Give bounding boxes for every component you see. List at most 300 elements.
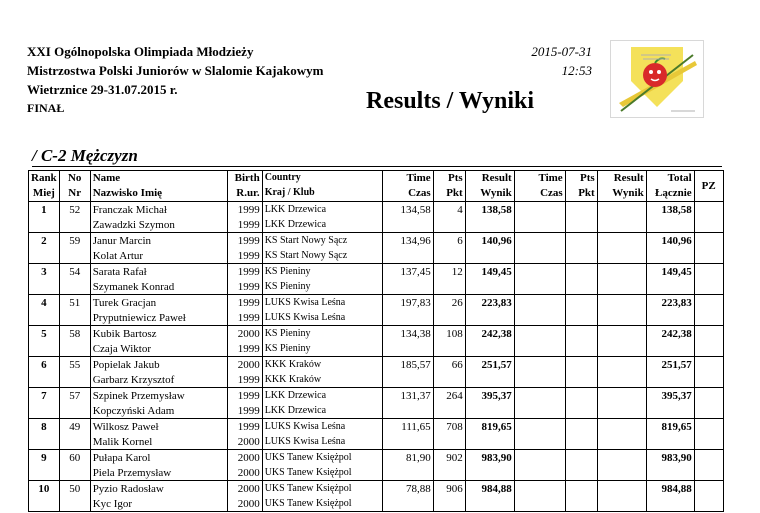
pz-cell <box>694 248 723 264</box>
penalty-points-cell <box>433 496 465 512</box>
time-cell <box>382 341 433 357</box>
birth-year-cell: 1999 <box>227 341 262 357</box>
col-time1-header: Time <box>382 171 433 187</box>
athlete-name-cell: Turek Gracjan <box>90 295 227 311</box>
total-cell <box>646 248 694 264</box>
club-cell: KS Pieniny <box>262 264 382 280</box>
time2-cell <box>514 403 565 419</box>
penalty-points-cell: 902 <box>433 450 465 466</box>
page-title: Results / Wyniki <box>366 88 535 114</box>
pz-cell <box>694 279 723 295</box>
bib-number-cell <box>59 403 90 419</box>
pts2-cell <box>565 403 597 419</box>
penalty-points-cell: 26 <box>433 295 465 311</box>
birth-year-cell: 2000 <box>227 434 262 450</box>
round-label: FINAŁ <box>27 101 65 115</box>
table-row <box>29 233 724 249</box>
col-res1-header: Result <box>465 171 514 187</box>
athlete-name-cell: Zawadzki Szymon <box>90 217 227 233</box>
total-cell <box>646 434 694 450</box>
time2-cell <box>514 326 565 342</box>
birth-year-cell: 1999 <box>227 403 262 419</box>
result2-cell <box>597 357 646 373</box>
pts2-cell <box>565 419 597 435</box>
table-row <box>29 403 724 419</box>
bib-number-cell <box>59 496 90 512</box>
time2-cell <box>514 465 565 481</box>
col-time1-subheader: Czas <box>382 186 433 202</box>
col-name-subheader: Nazwisko Imię <box>90 186 227 202</box>
time2-cell <box>514 279 565 295</box>
birth-year-cell: 2000 <box>227 481 262 497</box>
time-cell: 81,90 <box>382 450 433 466</box>
table-row <box>29 465 724 481</box>
table-row <box>29 279 724 295</box>
table-row <box>29 419 724 435</box>
penalty-points-cell <box>433 372 465 388</box>
rank-cell: 3 <box>29 264 60 280</box>
time2-cell <box>514 496 565 512</box>
result-cell: 819,65 <box>465 419 514 435</box>
pts2-cell <box>565 233 597 249</box>
time2-cell <box>514 341 565 357</box>
bib-number-cell: 49 <box>59 419 90 435</box>
club-cell: LKK Drzewica <box>262 202 382 218</box>
club-cell: UKS Tanew Księżpol <box>262 450 382 466</box>
col-name-header: Name <box>90 171 227 187</box>
col-pz-header: PZ <box>694 171 723 202</box>
category-title: / C-2 Mężczyzn <box>32 146 138 165</box>
pz-cell <box>694 434 723 450</box>
birth-year-cell: 2000 <box>227 357 262 373</box>
table-row <box>29 450 724 466</box>
result-cell <box>465 434 514 450</box>
result2-cell <box>597 496 646 512</box>
col-rank-header: Rank <box>29 171 60 187</box>
pz-cell <box>694 310 723 326</box>
club-cell: UKS Tanew Księżpol <box>262 465 382 481</box>
club-cell: LUKS Kwisa Leśna <box>262 295 382 311</box>
bib-number-cell: 51 <box>59 295 90 311</box>
bib-number-cell: 57 <box>59 388 90 404</box>
rank-cell <box>29 372 60 388</box>
pz-cell <box>694 372 723 388</box>
result-cell <box>465 217 514 233</box>
rank-cell: 1 <box>29 202 60 218</box>
table-row <box>29 310 724 326</box>
rank-cell <box>29 434 60 450</box>
bib-number-cell: 50 <box>59 481 90 497</box>
time-cell: 185,57 <box>382 357 433 373</box>
rank-cell <box>29 496 60 512</box>
bib-number-cell: 59 <box>59 233 90 249</box>
club-cell: KS Pieniny <box>262 326 382 342</box>
bib-number-cell: 60 <box>59 450 90 466</box>
result-cell: 138,58 <box>465 202 514 218</box>
col-pts2-header: Pts <box>565 171 597 187</box>
total-cell <box>646 496 694 512</box>
total-cell <box>646 465 694 481</box>
pts2-cell <box>565 357 597 373</box>
pz-cell <box>694 295 723 311</box>
result2-cell <box>597 434 646 450</box>
total-cell: 138,58 <box>646 202 694 218</box>
athlete-name-cell: Czaja Wiktor <box>90 341 227 357</box>
result2-cell <box>597 372 646 388</box>
club-cell: LKK Drzewica <box>262 217 382 233</box>
birth-year-cell: 1999 <box>227 248 262 264</box>
table-row <box>29 326 724 342</box>
penalty-points-cell <box>433 248 465 264</box>
rank-cell: 5 <box>29 326 60 342</box>
athlete-name-cell: Franczak Michał <box>90 202 227 218</box>
result2-cell <box>597 217 646 233</box>
time-cell <box>382 217 433 233</box>
pts2-cell <box>565 372 597 388</box>
athlete-name-cell: Szpinek Przemysław <box>90 388 227 404</box>
club-cell: KS Pieniny <box>262 341 382 357</box>
time-cell: 78,88 <box>382 481 433 497</box>
rank-cell <box>29 403 60 419</box>
result2-cell <box>597 450 646 466</box>
result2-cell <box>597 295 646 311</box>
col-birth-header: Birth <box>227 171 262 187</box>
athlete-name-cell: Garbarz Krzysztof <box>90 372 227 388</box>
bib-number-cell: 58 <box>59 326 90 342</box>
table-row <box>29 217 724 233</box>
result2-cell <box>597 388 646 404</box>
total-cell: 984,88 <box>646 481 694 497</box>
athlete-name-cell: Pyzio Radosław <box>90 481 227 497</box>
result2-cell <box>597 248 646 264</box>
bib-number-cell: 55 <box>59 357 90 373</box>
result-cell: 983,90 <box>465 450 514 466</box>
birth-year-cell: 1999 <box>227 202 262 218</box>
time-cell <box>382 465 433 481</box>
bib-number-cell <box>59 341 90 357</box>
penalty-points-cell <box>433 341 465 357</box>
penalty-points-cell: 264 <box>433 388 465 404</box>
total-cell: 251,57 <box>646 357 694 373</box>
col-rank-subheader: Miej <box>29 186 60 202</box>
club-cell: LUKS Kwisa Leśna <box>262 434 382 450</box>
result-cell: 984,88 <box>465 481 514 497</box>
athlete-name-cell: Popielak Jakub <box>90 357 227 373</box>
result2-cell <box>597 233 646 249</box>
club-cell: KKK Kraków <box>262 357 382 373</box>
birth-year-cell: 1999 <box>227 310 262 326</box>
time2-cell <box>514 310 565 326</box>
birth-year-cell: 1999 <box>227 388 262 404</box>
penalty-points-cell: 4 <box>433 202 465 218</box>
table-header-row <box>29 186 724 202</box>
club-cell: LUKS Kwisa Leśna <box>262 419 382 435</box>
championship-name: Mistrzostwa Polski Juniorów w Slalomie Kajakowym <box>27 63 324 78</box>
result-cell: 251,57 <box>465 357 514 373</box>
total-cell <box>646 279 694 295</box>
time2-cell <box>514 264 565 280</box>
time2-cell <box>514 357 565 373</box>
time2-cell <box>514 481 565 497</box>
time-cell: 131,37 <box>382 388 433 404</box>
table-row <box>29 248 724 264</box>
total-cell: 223,83 <box>646 295 694 311</box>
pz-cell <box>694 202 723 218</box>
time-cell: 137,45 <box>382 264 433 280</box>
time2-cell <box>514 372 565 388</box>
time2-cell <box>514 233 565 249</box>
rank-cell <box>29 465 60 481</box>
col-pts2-subheader: Pkt <box>565 186 597 202</box>
pts2-cell <box>565 341 597 357</box>
col-total-subheader: Łącznie <box>646 186 694 202</box>
total-cell <box>646 341 694 357</box>
result-cell: 140,96 <box>465 233 514 249</box>
table-row <box>29 202 724 218</box>
pts2-cell <box>565 481 597 497</box>
athlete-name-cell: Kopczyński Adam <box>90 403 227 419</box>
time2-cell <box>514 217 565 233</box>
pz-cell <box>694 481 723 497</box>
table-row <box>29 341 724 357</box>
pz-cell <box>694 357 723 373</box>
pts2-cell <box>565 202 597 218</box>
pz-cell <box>694 419 723 435</box>
penalty-points-cell <box>433 403 465 419</box>
col-time2-header: Time <box>514 171 565 187</box>
pts2-cell <box>565 248 597 264</box>
pz-cell <box>694 403 723 419</box>
total-cell: 983,90 <box>646 450 694 466</box>
pts2-cell <box>565 217 597 233</box>
result-cell <box>465 279 514 295</box>
time2-cell <box>514 450 565 466</box>
pts2-cell <box>565 496 597 512</box>
result2-cell <box>597 264 646 280</box>
rank-cell <box>29 248 60 264</box>
bib-number-cell <box>59 465 90 481</box>
table-row <box>29 481 724 497</box>
club-cell: KKK Kraków <box>262 372 382 388</box>
rank-cell <box>29 279 60 295</box>
birth-year-cell: 1999 <box>227 233 262 249</box>
bib-number-cell <box>59 279 90 295</box>
pts2-cell <box>565 279 597 295</box>
time-cell: 134,38 <box>382 326 433 342</box>
time-cell: 134,96 <box>382 233 433 249</box>
birth-year-cell: 1999 <box>227 217 262 233</box>
rank-cell: 6 <box>29 357 60 373</box>
penalty-points-cell <box>433 279 465 295</box>
pts2-cell <box>565 434 597 450</box>
table-row <box>29 372 724 388</box>
pz-cell <box>694 233 723 249</box>
kayak-olympiad-logo-icon <box>610 40 704 118</box>
pts2-cell <box>565 450 597 466</box>
col-club-header: Country <box>262 171 382 187</box>
time-cell <box>382 248 433 264</box>
total-cell: 819,65 <box>646 419 694 435</box>
penalty-points-cell: 708 <box>433 419 465 435</box>
club-cell: UKS Tanew Księżpol <box>262 496 382 512</box>
time-cell <box>382 496 433 512</box>
penalty-points-cell: 6 <box>433 233 465 249</box>
penalty-points-cell: 66 <box>433 357 465 373</box>
pz-cell <box>694 465 723 481</box>
athlete-name-cell: Sarata Rafał <box>90 264 227 280</box>
pts2-cell <box>565 264 597 280</box>
pts2-cell <box>565 465 597 481</box>
birth-year-cell: 2000 <box>227 450 262 466</box>
athlete-name-cell: Wilkosz Paweł <box>90 419 227 435</box>
time2-cell <box>514 248 565 264</box>
time-cell <box>382 279 433 295</box>
athlete-name-cell: Kolat Artur <box>90 248 227 264</box>
result2-cell <box>597 326 646 342</box>
athlete-name-cell: Kyc Igor <box>90 496 227 512</box>
time-cell <box>382 310 433 326</box>
club-cell: KS Start Nowy Sącz <box>262 233 382 249</box>
col-nr-header: No <box>59 171 90 187</box>
divider <box>32 166 722 167</box>
table-row <box>29 264 724 280</box>
result-cell: 242,38 <box>465 326 514 342</box>
result-cell: 395,37 <box>465 388 514 404</box>
athlete-name-cell: Kubik Bartosz <box>90 326 227 342</box>
col-time2-subheader: Czas <box>514 186 565 202</box>
penalty-points-cell <box>433 465 465 481</box>
bib-number-cell <box>59 434 90 450</box>
result-cell: 149,45 <box>465 264 514 280</box>
bib-number-cell <box>59 217 90 233</box>
bib-number-cell <box>59 248 90 264</box>
result2-cell <box>597 202 646 218</box>
athlete-name-cell: Malik Kornel <box>90 434 227 450</box>
col-res2-subheader: Wynik <box>597 186 646 202</box>
col-pts1-header: Pts <box>433 171 465 187</box>
time-cell <box>382 372 433 388</box>
penalty-points-cell: 108 <box>433 326 465 342</box>
result2-cell <box>597 403 646 419</box>
pts2-cell <box>565 310 597 326</box>
total-cell <box>646 217 694 233</box>
time-cell <box>382 403 433 419</box>
time2-cell <box>514 295 565 311</box>
col-total-header: Total <box>646 171 694 187</box>
result2-cell <box>597 419 646 435</box>
birth-year-cell: 2000 <box>227 326 262 342</box>
pz-cell <box>694 450 723 466</box>
athlete-name-cell: Piela Przemysław <box>90 465 227 481</box>
penalty-points-cell <box>433 310 465 326</box>
penalty-points-cell <box>433 434 465 450</box>
total-cell: 242,38 <box>646 326 694 342</box>
time2-cell <box>514 434 565 450</box>
birth-year-cell: 2000 <box>227 465 262 481</box>
athlete-name-cell: Pryputniewicz Paweł <box>90 310 227 326</box>
club-cell: LUKS Kwisa Leśna <box>262 310 382 326</box>
time-cell <box>382 434 433 450</box>
result2-cell <box>597 279 646 295</box>
total-cell <box>646 310 694 326</box>
rank-cell <box>29 341 60 357</box>
penalty-points-cell <box>433 217 465 233</box>
total-cell: 140,96 <box>646 233 694 249</box>
bib-number-cell <box>59 372 90 388</box>
result2-cell <box>597 310 646 326</box>
total-cell: 149,45 <box>646 264 694 280</box>
result-cell <box>465 403 514 419</box>
result2-cell <box>597 465 646 481</box>
club-cell: KS Pieniny <box>262 279 382 295</box>
table-row <box>29 357 724 373</box>
pz-cell <box>694 388 723 404</box>
bib-number-cell: 52 <box>59 202 90 218</box>
rank-cell <box>29 217 60 233</box>
time2-cell <box>514 388 565 404</box>
pz-cell <box>694 496 723 512</box>
athlete-name-cell: Pułapa Karol <box>90 450 227 466</box>
event-venue-dates: Wietrznice 29-31.07.2015 r. <box>27 82 178 97</box>
result-cell <box>465 310 514 326</box>
time-cell: 197,83 <box>382 295 433 311</box>
table-row <box>29 295 724 311</box>
table-row <box>29 434 724 450</box>
pts2-cell <box>565 295 597 311</box>
rank-cell: 7 <box>29 388 60 404</box>
col-nr-subheader: Nr <box>59 186 90 202</box>
event-name: XXI Ogólnopolska Olimpiada Młodzieży <box>27 44 254 59</box>
athlete-name-cell: Janur Marcin <box>90 233 227 249</box>
birth-year-cell: 1999 <box>227 264 262 280</box>
birth-year-cell: 2000 <box>227 496 262 512</box>
result2-cell <box>597 481 646 497</box>
table-row <box>29 496 724 512</box>
rank-cell: 10 <box>29 481 60 497</box>
pz-cell <box>694 341 723 357</box>
result-cell <box>465 372 514 388</box>
time2-cell <box>514 202 565 218</box>
results-table <box>28 170 724 512</box>
rank-cell <box>29 310 60 326</box>
result2-cell <box>597 341 646 357</box>
rank-cell: 9 <box>29 450 60 466</box>
penalty-points-cell: 906 <box>433 481 465 497</box>
result-cell <box>465 248 514 264</box>
pts2-cell <box>565 326 597 342</box>
col-birth-subheader: R.ur. <box>227 186 262 202</box>
birth-year-cell: 1999 <box>227 279 262 295</box>
col-pts1-subheader: Pkt <box>433 186 465 202</box>
total-cell <box>646 372 694 388</box>
print-time: 12:53 <box>561 63 592 78</box>
result-cell <box>465 496 514 512</box>
print-date: 2015-07-31 <box>531 44 592 59</box>
birth-year-cell: 1999 <box>227 295 262 311</box>
col-club-subheader: Kraj / Klub <box>262 186 382 202</box>
table-header-row <box>29 171 724 187</box>
rank-cell: 4 <box>29 295 60 311</box>
table-row <box>29 388 724 404</box>
birth-year-cell: 1999 <box>227 419 262 435</box>
result-cell: 223,83 <box>465 295 514 311</box>
birth-year-cell: 1999 <box>227 372 262 388</box>
club-cell: LKK Drzewica <box>262 403 382 419</box>
rank-cell: 8 <box>29 419 60 435</box>
result-cell <box>465 465 514 481</box>
rank-cell: 2 <box>29 233 60 249</box>
col-res2-header: Result <box>597 171 646 187</box>
